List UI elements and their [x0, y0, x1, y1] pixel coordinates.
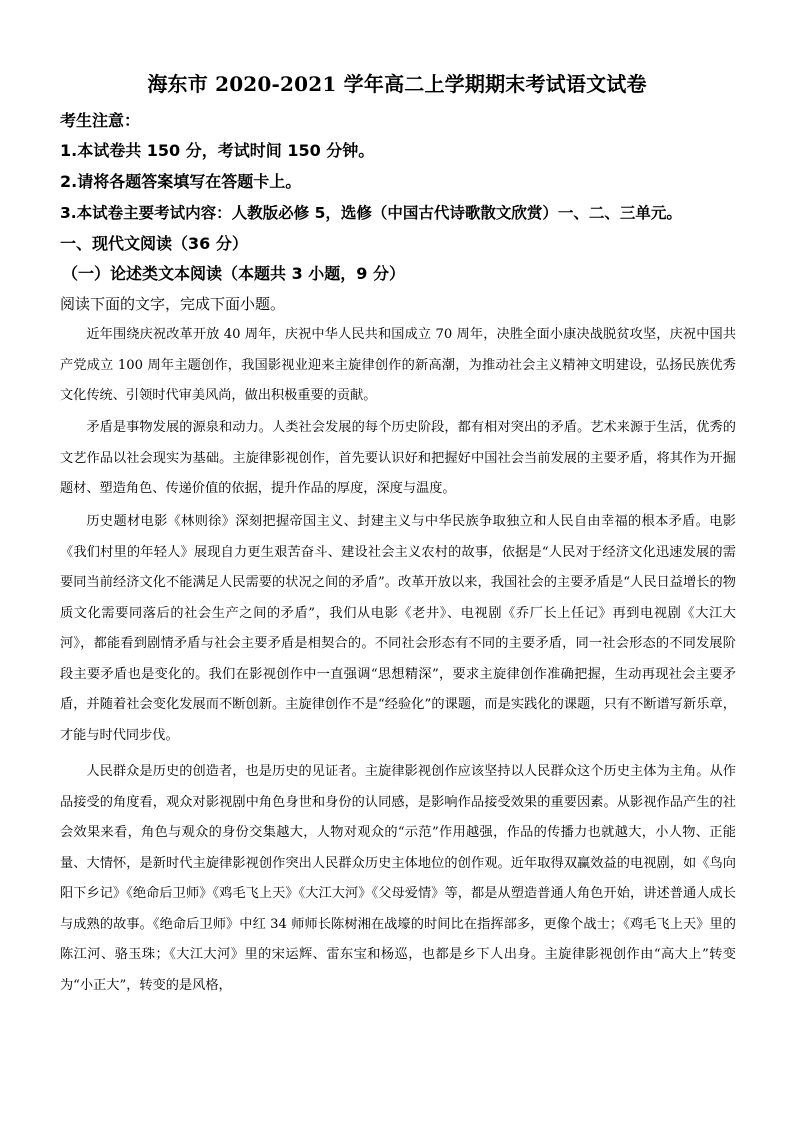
- article-paragraph-2: 矛盾是事物发展的源泉和动力。人类社会发展的每个历史阶段，都有相对突出的矛盾。艺术来源于生活，优秀的文艺作品以社会现实为基础。主旋律影视创作，首先要认识好和把握好中国社会当前发展的主要矛盾，将其作为开掘题材、塑造角色、传递价值的依据，提升作品的厚度，深度与温度。: [60, 420, 736, 496]
- notice-heading: 考生注意：: [60, 111, 141, 130]
- section-heading: 一、现代文阅读（36 分）: [60, 234, 248, 253]
- notice-item-3: 3.本试卷主要考试内容：人教版必修 5，选修（中国古代诗歌散文欣赏）一、二、三单元。: [60, 204, 682, 222]
- notice-item-1: 1.本试卷共 150 分，考试时间 150 分钟。: [60, 141, 375, 160]
- subsection-heading: （一）论述类文本阅读（本题共 3 小题，9 分）: [62, 264, 405, 283]
- reading-instruction: 阅读下面的文字，完成下面小题。: [60, 295, 286, 313]
- article-paragraph-4: 人民群众是历史的创造者，也是历史的见证者。主旋律影视创作应该坚持以人民群众这个历史主体为主角。从作品接受的角度看，观众对影视剧中角色身世和身份的认同感，是影响作品接受效果的重要因素。从影视作品产生的社会效果来看，角色与观众的身份交集越大，人物对观众的“示范”作用越强，作品的传播力也就越大，小人物、正能量、大情怀，是新时代主旋律影视创作突出人民群众历史主体地位的创作观。近年取得双赢效益的电视剧，如《鸟向阳下乡记》《绝命后卫师》《鸡毛飞上天》《大江大河》《父母爱情》等，都是从塑造普通人角色开始，讲述普通人成长与成熟的故事。《绝命后卫师》中红 34 师师长陈树湘在战壕的时间比在指挥部多，更像个战士；《鸡毛飞上天》里的陈江河、骆玉珠；《大江大河》里的宋运辉、雷东宝和杨巡，也都是乡下人出身。主旋律影视创作由“高大上”转变为“小正大”，转变的是风格，: [60, 764, 736, 993]
- article-paragraph-3: 历史题材电影《林则徐》深刻把握帝国主义、封建主义与中华民族争取独立和人民自由幸福的根本矛盾。电影《我们村里的年轻人》展现自力更生艰苦奋斗、建设社会主义农村的故事，依据是“人民对于经济文化迅速发展的需要同当前经济文化不能满足人民需要的状况之间的矛盾”。改革开放以来，我国社会的主要矛盾是“人民日益增长的物质文化需要同落后的社会生产之间的矛盾”，我们从电影《老井》、电视剧《乔厂长上任记》再到电视剧《大江大河》，都能看到剧情矛盾与社会主要矛盾是相契合的。不同社会形态有不同的主要矛盾，同一社会形态的不同发展阶段主要矛盾也是变化的。我们在影视创作中一直强调“思想精深”，要求主旋律创作准确把握，生动再现社会主要矛盾，并随着社会变化发展而不断创新。主旋律创作不是“经验化”的课题，而是实践化的课题，只有不断谱写新乐章，才能与时代同步伐。: [60, 514, 736, 743]
- article-paragraph-1: 近年围绕庆祝改革开放 40 周年，庆祝中华人民共和国成立 70 周年，决胜全面小康决战脱贫攻坚，庆祝中国共产党成立 100 周年主题创作，我国影视业迎来主旋律创作的新高潮，为推动社会主义精神文明建设，弘扬民族优秀文化传统、引领时代审美风尚，做出积极重要的贡献。: [60, 327, 736, 403]
- exam-title: 海东市 2020-2021 学年高二上学期期末考试语文试卷: [147, 72, 647, 96]
- notice-item-2: 2.请将各题答案填写在答题卡上。: [60, 172, 302, 191]
